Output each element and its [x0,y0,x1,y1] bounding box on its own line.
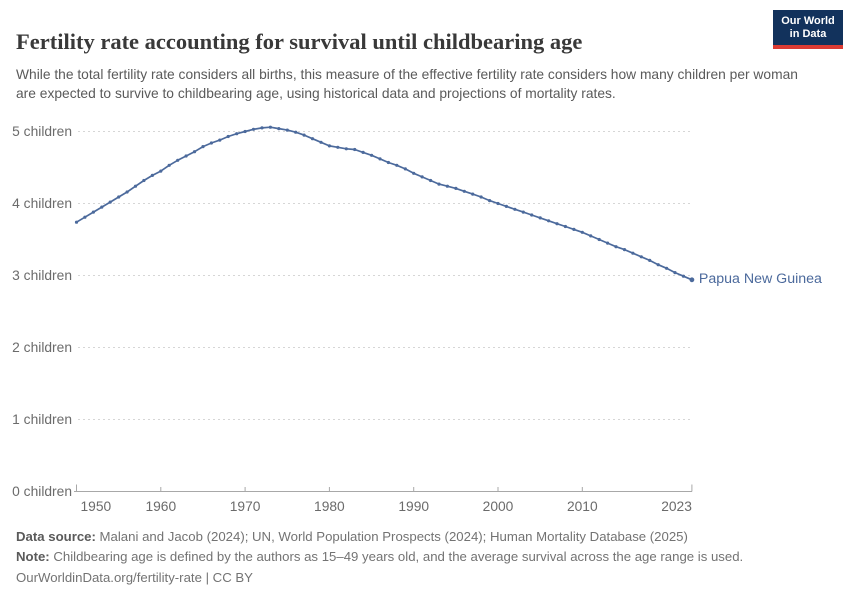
note-text: Childbearing age is defined by the authors as 15–49 years old, and the average survival across the age range is used. [49,549,744,565]
x-axis-tick-label: 2010 [566,498,598,514]
note-label: Note: [16,549,50,565]
citation-line [16,568,836,588]
series-entity-label[interactable]: Papua New Guinea [698,270,822,287]
y-axis-tick-label: 4 children [12,196,72,211]
chart-footer [16,527,836,588]
data-source-text: Malani and Jacob (2024); UN, World Population Prospects (2024); Human Mortality Database (2025) [95,529,688,544]
y-axis-tick-label: 0 children [12,484,72,499]
x-axis-tick-label: 1960 [145,498,177,514]
y-axis-tick-label: 5 children [12,124,72,139]
chart-title: Fertility rate accounting for survival until childbearing age [16,29,583,55]
y-axis-tick-label: 2 children [12,340,72,355]
citation-separator: | [201,569,213,585]
chart-subtitle: While the total fertility rate considers all births, this measure of the effective fertility rate considers how many children per woman are expected to survive to childbearing age, using historical data and projections of mortality rates. [16,66,798,102]
x-axis-tick-label: 2000 [482,498,514,514]
note-line [16,547,836,567]
y-axis-tick-label: 3 children [12,268,72,283]
license-badge: CC BY [212,569,253,585]
owid-logo-line2: in Data [789,28,827,40]
x-axis-tick-label: 1970 [229,498,261,514]
x-axis-tick-label: 1990 [398,498,430,514]
x-axis-tick-label: 1980 [314,498,345,514]
data-source-line [16,527,836,547]
owid-url-link[interactable]: OurWorldinData.org/fertility-rate [16,569,202,585]
owid-logo-line1: Our World [781,15,835,27]
data-source-label: Data source: [16,529,96,544]
y-axis-tick-label: 1 children [12,412,72,427]
x-axis-tick-label: 2023 [661,498,692,514]
x-axis-tick-label: 1950 [80,498,112,514]
